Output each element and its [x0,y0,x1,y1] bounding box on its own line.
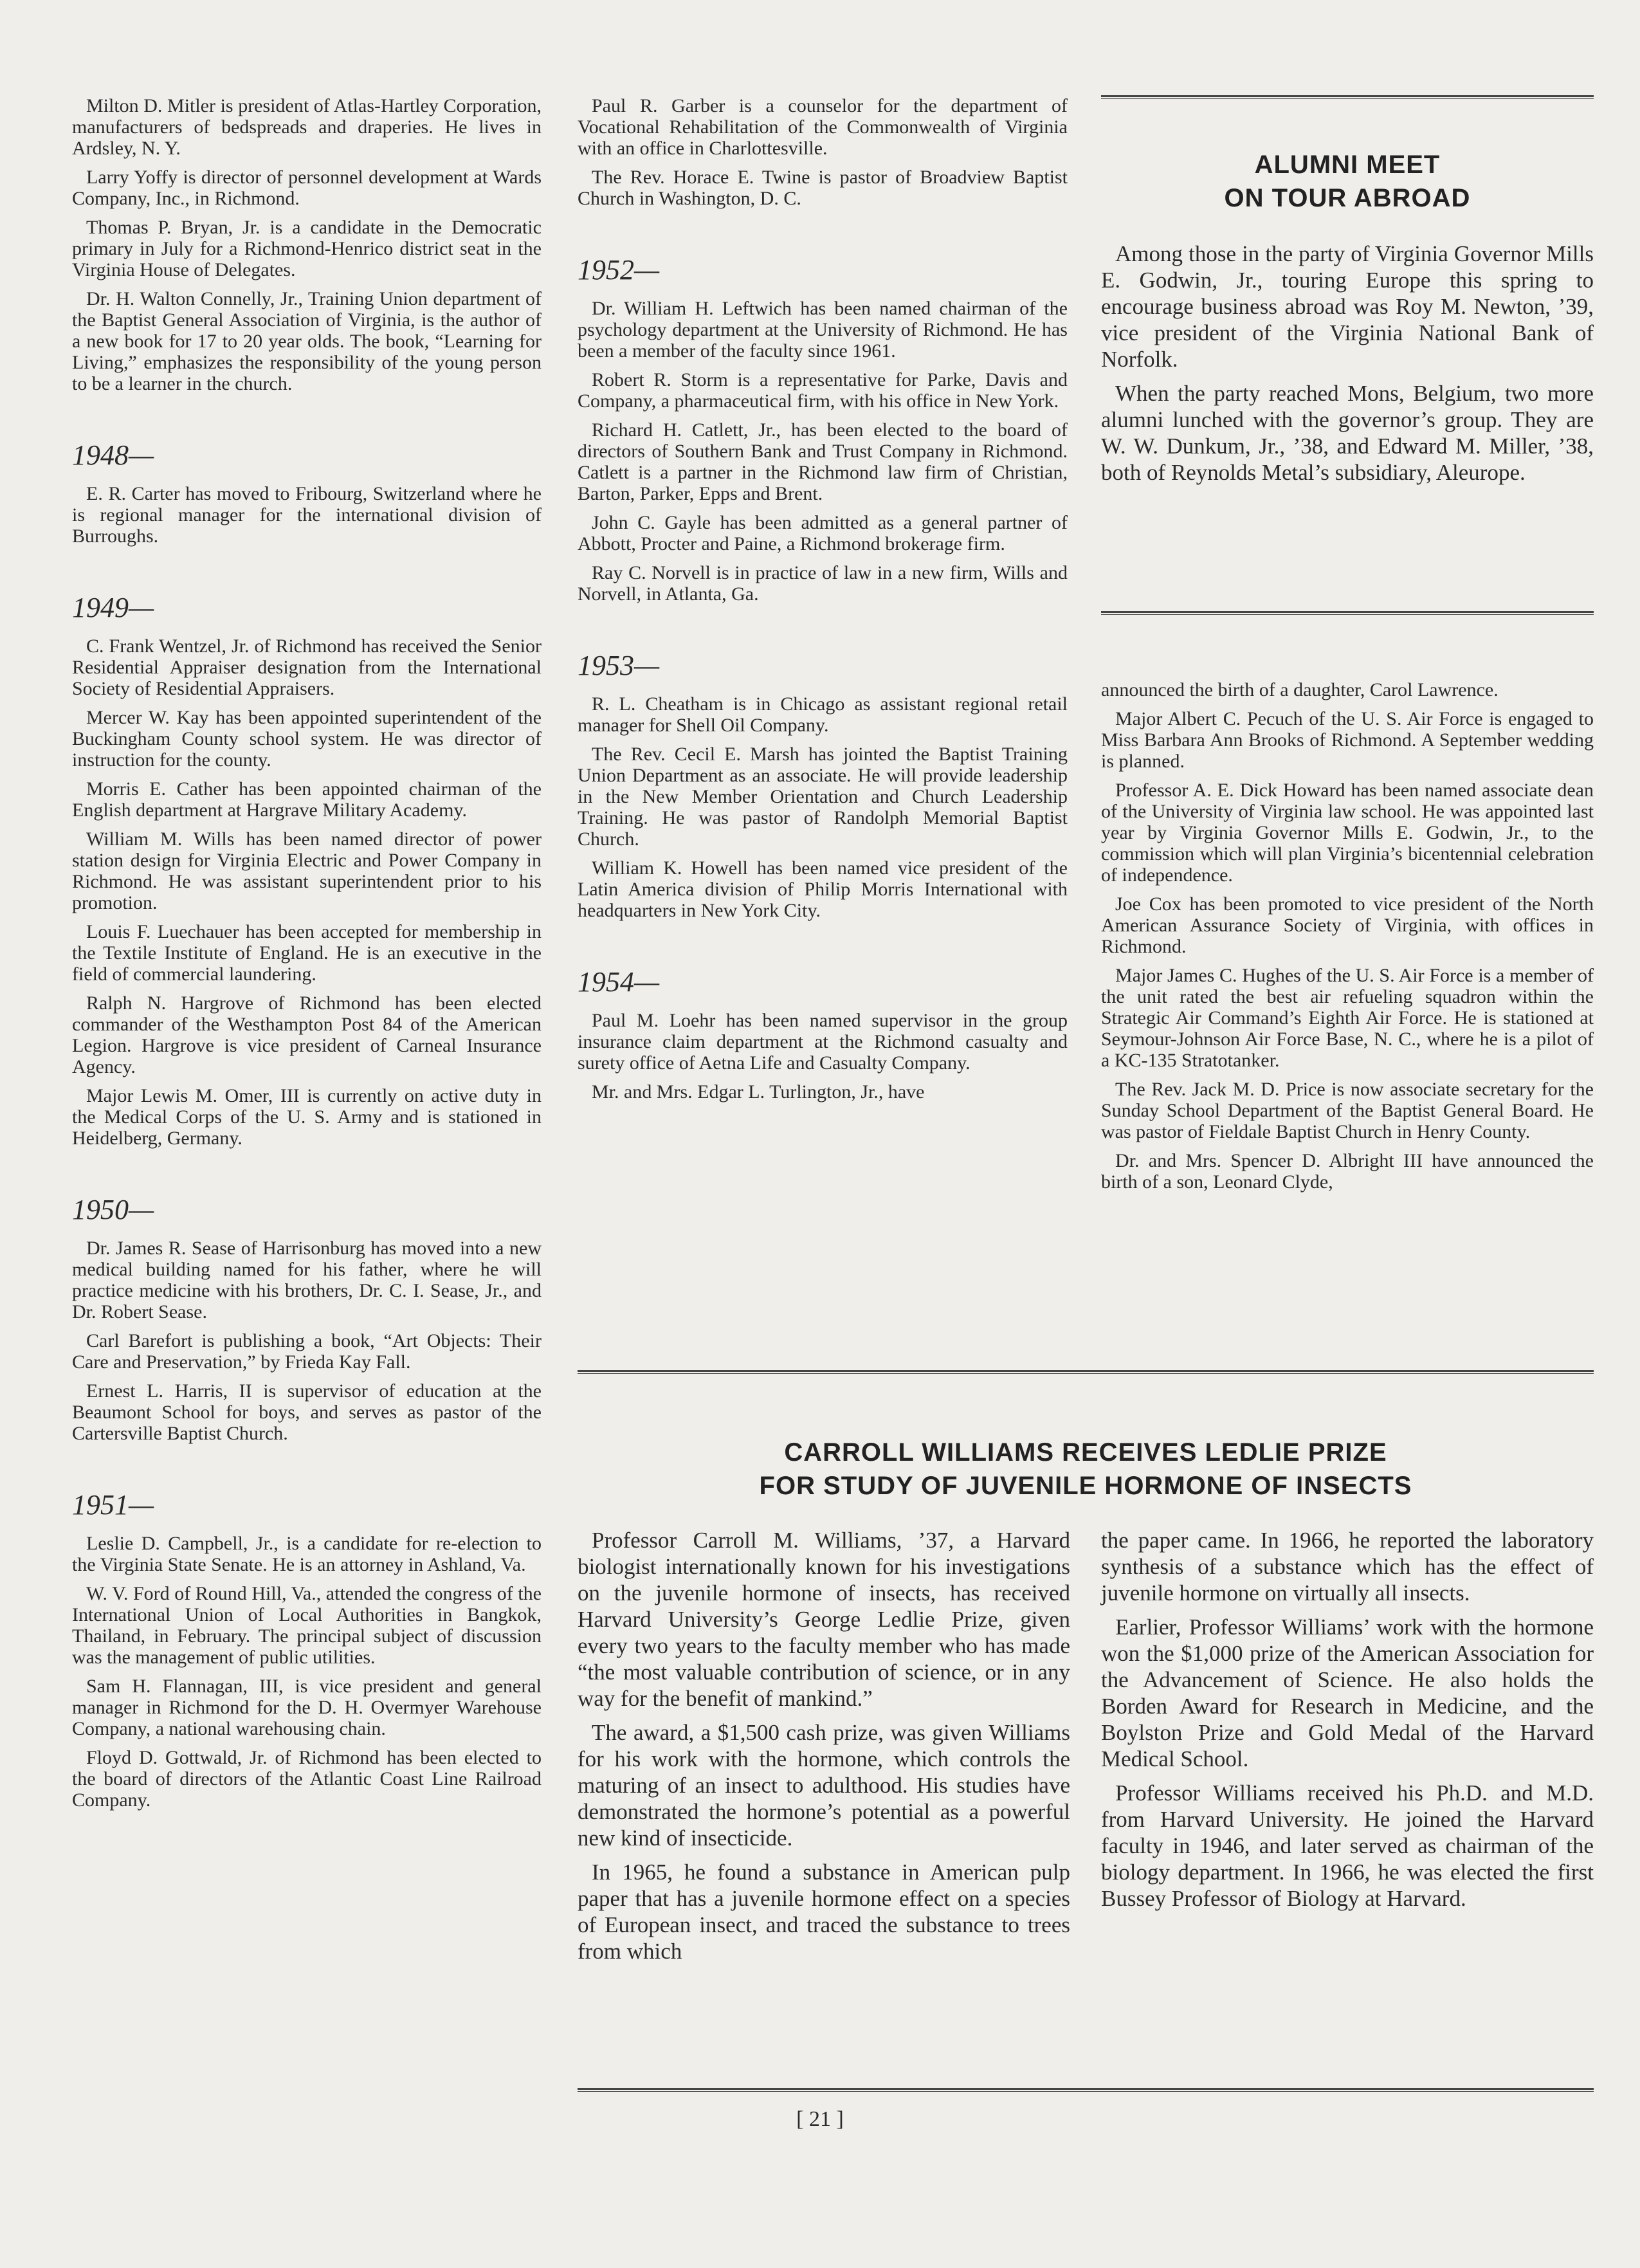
news-item: Dr. William H. Leftwich has been named chairman of the psychology department at the University of Richmond. He has been a member of the faculty since 1961. [578,298,1068,361]
news-item: Dr. and Mrs. Spencer D. Albright III have announced the birth of a son, Leonard Clyde, [1101,1150,1594,1193]
class-year-heading: 1953— [578,650,660,681]
news-item: Ray C. Norvell is in practice of law in a new firm, Wills and Norvell, in Atlanta, Ga. [578,562,1068,605]
news-item: The Rev. Cecil E. Marsh has jointed the Baptist Training Union Department as an associate. He will provide leadership in the New Member Orientation and Church Leadership Training. He was pastor of Randolph Memorial Baptist Church. [578,744,1068,850]
ledlie-paragraph: The award, a $1,500 cash prize, was given Williams for his work with the hormone, which controls the maturing of an insect to adulthood. His studies have demonstrated the hormone’s potential as a powerful new kind of insecticide. [578,1720,1070,1851]
news-item: Carl Barefort is publishing a book, “Art Objects: Their Care and Preservation,” by Frieda Kay Fall. [72,1330,542,1373]
news-item: Dr. James R. Sease of Harrisonburg has moved into a new medical building named for his father, where he will practice medicine with his brothers, Dr. C. I. Sease, Jr., and Dr. Robert Sease. [72,1238,542,1322]
news-item: Thomas P. Bryan, Jr. is a candidate in the Democratic primary in July for a Richmond-Henrico district seat in the Virginia House of Delegates. [72,217,542,280]
ledlie-column-left [578,1527,1070,1972]
news-item: Mr. and Mrs. Edgar L. Turlington, Jr., have [592,1081,925,1102]
news-item: Milton D. Mitler is president of Atlas-Hartley Corporation, manufacturers of bedspreads and draperies. He lives in Ardsley, N. Y. [72,95,542,159]
class-year-heading: 1948— [72,439,154,471]
page-number: [ 21 ] [796,2107,844,2131]
ledlie-column-right [1101,1527,1594,1919]
news-item: Mercer W. Kay has been appointed superintendent of the Buckingham County school system. He was director of instruction for the county. [72,707,542,771]
news-item: Leslie D. Campbell, Jr., is a candidate for re-election to the Virginia State Senate. He is an attorney in Ashland, Va. [72,1533,542,1575]
column-middle [578,95,1068,1110]
news-item: R. L. Cheatham is in Chicago as assistant regional retail manager for Shell Oil Company. [578,693,1068,736]
news-item: Morris E. Cather has been appointed chairman of the English department at Hargrave Military Academy. [72,778,542,821]
news-item: Paul M. Loehr has been named supervisor in the group insurance claim department at the Richmond casualty and surety office of Aetna Life and Casualty Company. [578,1010,1068,1074]
news-item: E. R. Carter has moved to Fribourg, Switzerland where he is regional manager for the international division of Burroughs. [72,483,542,547]
news-item: Floyd D. Gottwald, Jr. of Richmond has been elected to the board of directors of the Atlantic Coast Line Railroad Company. [72,1747,542,1811]
ledlie-title: CARROLL WILLIAMS RECEIVES LEDLIE PRIZE [784,1438,1387,1467]
class-year-heading: 1952— [578,254,660,286]
ledlie-paragraph: the paper came. In 1966, he reported the laboratory synthesis of a substance which has the effect of juvenile hormone on virtually all insects. [1101,1528,1594,1605]
ledlie-paragraph: Professor Carroll M. Williams, ’37, a Harvard biologist internationally known for his investigations on the juvenile hormone of insects, has received Harvard University’s George Ledlie Prize, given every two years to the faculty member who has made “the most valuable contribution of science, or in any way for the benefit of mankind.” [578,1528,1070,1711]
news-item: Richard H. Catlett, Jr., has been elected to the board of directors of Southern Bank and Trust Company in Richmond. Catlett is a partner in the Richmond law firm of Christian, Barton, Parker, Epps and Brent. [578,419,1068,504]
alumni-meet-box [1101,148,1594,493]
news-item: The Rev. Horace E. Twine is pastor of Broadview Baptist Church in Washington, D. C. [578,167,1068,209]
class-year-heading: 1949— [72,592,154,623]
ledlie-bottom-rule [578,2088,1594,2092]
alumni-meet-title: ALUMNI MEET [1254,151,1441,179]
news-item: Louis F. Luechauer has been accepted for membership in the Textile Institute of England. He is an executive in the field of commercial laundering. [72,921,542,985]
news-item: William M. Wills has been named director of power station design for Virginia Electric and Power Company in Richmond. He was assistant superintendent prior to his promotion. [72,828,542,913]
ledlie-paragraph: Earlier, Professor Williams’ work with the hormone won the $1,000 prize of the American Association for the Advancement of Science. He also holds the Borden Award for Research in Medicine, and the Boylston Prize and Gold Medal of the Harvard Medical School. [1101,1614,1594,1771]
news-item: Ralph N. Hargrove of Richmond has been elected commander of the Westhampton Post 84 of the American Legion. Hargrove is vice president of Carneal Insurance Agency. [72,992,542,1077]
news-item: The Rev. Jack M. D. Price is now associate secretary for the Sunday School Department of the Baptist General Board. He was pastor of Fieldale Baptist Church in Henry County. [1101,1079,1594,1142]
ledlie-paragraph: In 1965, he found a substance in American pulp paper that has a juvenile hormone effect on a species of European insect, and traced the substance to trees from which [578,1860,1070,1964]
news-item: Joe Cox has been promoted to vice president of the North American Assurance Society of Virginia, with offices in Richmond. [1101,893,1594,957]
column-right [1101,679,1594,1200]
news-item: announced the birth of a daughter, Carol Lawrence. [1101,679,1499,700]
news-item: Paul R. Garber is a counselor for the department of Vocational Rehabilitation of the Commonwealth of Virginia with an office in Charlottesville. [578,95,1068,159]
news-item: Professor A. E. Dick Howard has been named associate dean of the University of Virginia law school. He was appointed last year by Virginia Governor Mills E. Godwin, Jr., to the commission which will plan Virginia’s bicentennial celebration of independence. [1101,780,1594,886]
class-year-heading: 1950— [72,1194,154,1225]
ledlie-paragraph: Professor Williams received his Ph.D. and M.D. from Harvard University. He joined the Harvard faculty in 1946, and later served as chairman of the biology department. In 1966, he was elected the first Bussey Professor of Biology at Harvard. [1101,1780,1594,1911]
news-item: Major Lewis M. Omer, III is currently on active duty in the Medical Corps of the U. S. Army and is stationed in Heidelberg, Germany. [72,1085,542,1149]
alumni-paragraph: When the party reached Mons, Belgium, two more alumni lunched with the governor’s group. They are W. W. Dunkum, Jr., ’38, and Edward M. Miller, ’38, both of Reynolds Metal’s subsidiary, Aleurope. [1101,381,1594,485]
news-item: Robert R. Storm is a representative for Parke, Davis and Company, a pharmaceutical firm, with his office in New York. [578,369,1068,412]
news-item: Larry Yoffy is director of personnel development at Wards Company, Inc., in Richmond. [72,167,542,209]
news-item: C. Frank Wentzel, Jr. of Richmond has received the Senior Residential Appraiser designation from the International Society of Residential Appraisers. [72,636,542,699]
column-left [72,95,542,1818]
news-item: Dr. H. Walton Connelly, Jr., Training Union department of the Baptist General Association of Virginia, is the author of a new book for 17 to 20 year olds. The book, “Learning for Living,” emphasizes the responsibility of the young person to be a learner in the church. [72,288,542,394]
news-item: W. V. Ford of Round Hill, Va., attended the congress of the International Union of Local Authorities in Bangkok, Thailand, in February. The principal subject of discussion was the management of public utilities. [72,1583,542,1668]
news-item: John C. Gayle has been admitted as a general partner of Abbott, Procter and Paine, a Richmond brokerage firm. [578,512,1068,554]
news-item: Major James C. Hughes of the U. S. Air Force is a member of the unit rated the best air refueling squadron within the Strategic Air Command’s Eighth Air Force. He is stationed at Seymour-Johnson Air Force Base, N. C., where he is a pilot of a KC-135 Stratotanker. [1101,965,1594,1071]
news-item: Ernest L. Harris, II is supervisor of education at the Beaumont School for boys, and serves as pastor of the Cartersville Baptist Church. [72,1380,542,1444]
class-year-heading: 1951— [72,1489,154,1521]
news-item: Major Albert C. Pecuch of the U. S. Air Force is engaged to Miss Barbara Ann Brooks of Richmond. A September wedding is planned. [1101,708,1594,772]
alumni-paragraph: Among those in the party of Virginia Governor Mills E. Godwin, Jr., touring Europe this spring to encourage business abroad was Roy M. Newton, ’39, vice president of the Virginia National Bank of Norfolk. [1101,241,1594,372]
ledlie-headline [578,1436,1594,1503]
news-item: Sam H. Flannagan, III, is vice president and general manager in Richmond for the D. H. Overmyer Warehouse Company, a national warehousing chain. [72,1676,542,1739]
news-item: William K. Howell has been named vice president of the Latin America division of Philip Morris International with headquarters in New York City. [578,857,1068,921]
alumni-meet-subtitle: ON TOUR ABROAD [1224,184,1471,212]
ledlie-subtitle: FOR STUDY OF JUVENILE HORMONE OF INSECTS [759,1472,1412,1500]
class-year-heading: 1954— [578,966,660,998]
alumni-box-top-rule [1101,95,1594,99]
alumni-box-bottom-rule [1101,611,1594,615]
ledlie-top-rule [578,1370,1594,1374]
